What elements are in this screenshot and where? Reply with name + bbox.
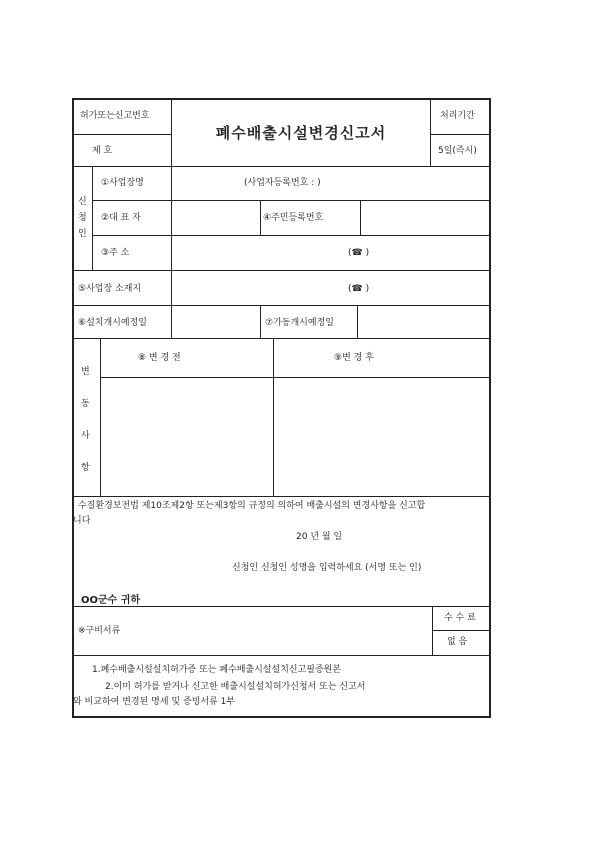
required-documents-heading: ※구비서류 <box>78 626 121 636</box>
applicant-label-1: 신 <box>78 197 87 207</box>
representative-label: ②대 표 자 <box>101 213 141 223</box>
business-registration-number[interactable]: (사업자등록번호 : ) <box>244 178 321 188</box>
site-phone-field[interactable]: (☎ ) <box>348 284 370 294</box>
border-bottom <box>72 716 491 718</box>
border-right <box>489 98 491 718</box>
changes-label-2: 동 <box>81 399 90 409</box>
processing-period-label: 처리기간 <box>440 111 475 121</box>
border-top <box>72 98 491 100</box>
changes-label-4: 항 <box>81 463 90 473</box>
business-name-label: ①사업장명 <box>101 178 144 188</box>
applicant-label-2: 청 <box>78 213 87 223</box>
site-location-label: ⑤사업장 소재지 <box>78 284 142 294</box>
fee-label: 수 수 료 <box>444 613 476 623</box>
processing-period-value: 5일(즉시) <box>438 146 477 156</box>
change-report-form <box>72 98 491 718</box>
document-item-2-cont: 와 비교하여 변경된 명세 및 증빙서류 1부 <box>73 697 235 707</box>
form-title: 폐수배출시설변경신고서 <box>215 124 387 142</box>
declaration-text-cont: 니다 <box>73 516 91 526</box>
before-change-label: ⑧ 변 경 전 <box>138 353 181 363</box>
declaration-text: 수질환경보전법 제10조제2항 또는제3항의 규정의 의하여 배출시설의 변경사항을 신고합 <box>78 501 426 511</box>
date-line: 20 년 월 일 <box>296 532 343 542</box>
operation-date-label: ⑦가동개시예정일 <box>265 318 334 328</box>
addressee: OO군수 귀하 <box>81 595 141 606</box>
address-phone-field[interactable]: (☎ ) <box>348 248 370 258</box>
fee-value: 없 음 <box>447 637 468 647</box>
address-label: ③주 소 <box>101 248 130 258</box>
document-item-1: 1.폐수배출시설설치허가증 또는 폐수배출시설설치신고필증원본 <box>92 665 342 675</box>
changes-label-3: 사 <box>81 431 90 441</box>
resident-number-label: ④주민등록번호 <box>263 213 324 223</box>
border-left <box>72 98 74 718</box>
document-item-2: 2.이미 허가를 받거나 신고한 배출시설설치허가신청서 또는 신고서 <box>105 682 366 692</box>
after-change-label: ⑨변 경 후 <box>334 353 374 363</box>
applicant-label-3: 인 <box>78 229 87 239</box>
changes-label-1: 변 <box>81 367 90 377</box>
install-date-label: ⑥설치개시예정일 <box>78 318 147 328</box>
permit-number-label: 허가또는신고번호 <box>80 111 150 121</box>
signature-line[interactable]: 신청인 신청인 성명을 입력하세요 (서명 또는 인) <box>232 563 422 573</box>
number-label: 제 호 <box>92 146 113 156</box>
